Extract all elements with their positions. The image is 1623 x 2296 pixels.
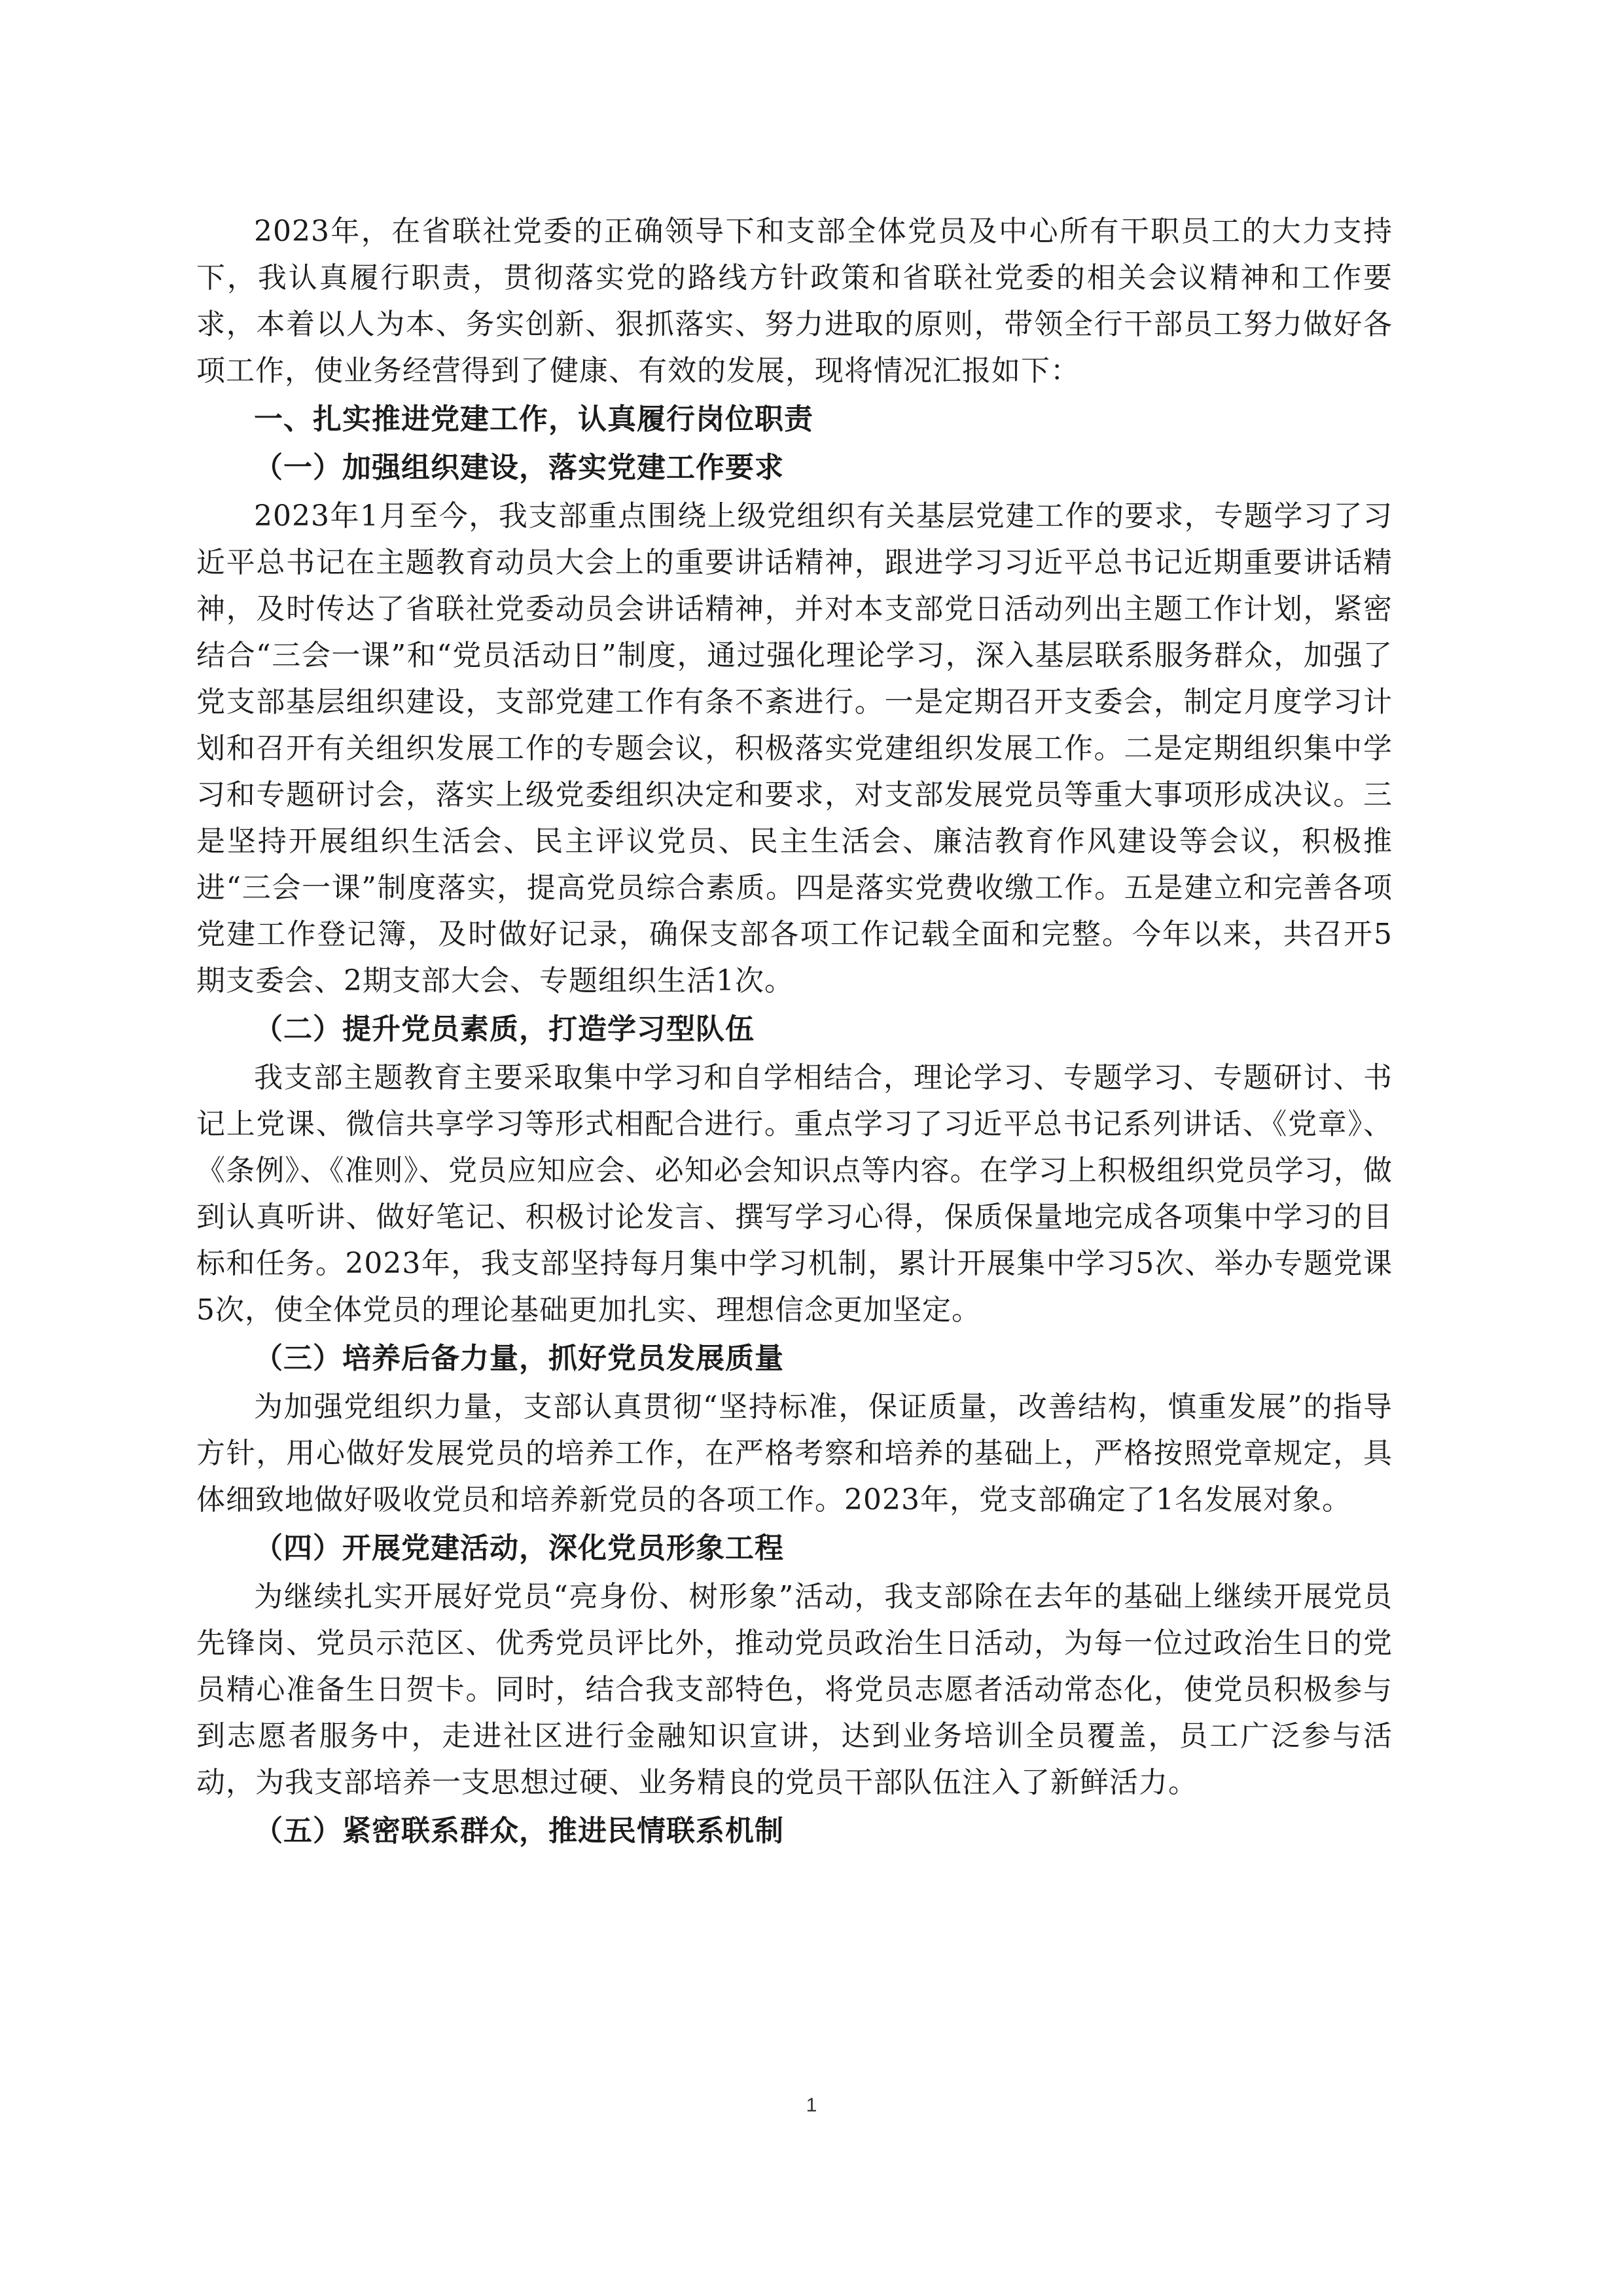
subsection-heading-5: （五）紧密联系群众，推进民情联系机制: [254, 1814, 784, 1848]
subsection-heading-2: （二）提升党员素质，打造学习型队伍: [254, 1013, 755, 1046]
paragraph-development: 为加强党组织力量，支部认真贯彻“坚持标准，保证质量，改善结构，慎重发展”的指导方针，用心做好发展党员的培养工作，在严格考察和培养的基础上，严格按照党章规定，具体细致地做好吸收党员和培养新党员的各项工作。2023年，党支部确定了1名发展对象。: [196, 1390, 1393, 1516]
paragraph-study: 我支部主题教育主要采取集中学习和自学相结合，理论学习、专题学习、专题研讨、书记上党课、微信共享学习等形式相配合进行。重点学习了习近平总书记系列讲话、《党章》、《条例》、《准则》、党员应知应会、必知必会知识点等内容。在学习上积极组织党员学习，做到认真听讲、做好笔记、积极讨论发言、撰写学习心得，保质保量地完成各项集中学习的目标和任务。2023年，我支部坚持每月集中学习机制，累计开展集中学习5次、举办专题党课5次，使全体党员的理论基础更加扎实、理想信念更加坚定。: [196, 1061, 1393, 1327]
paragraph-activities: 为继续扎实开展好党员“亮身份、树形象”活动，我支部除在去年的基础上继续开展党员先锋岗、党员示范区、优秀党员评比外，推动党员政治生日活动，为每一位过政治生日的党员精心准备生日贺卡。同时，结合我支部特色，将党员志愿者活动常态化，使党员积极参与到志愿者服务中，走进社区进行金融知识宣讲，达到业务培训全员覆盖，员工广泛参与活动，为我支部培养一支思想过硬、业务精良的党员干部队伍注入了新鲜活力。: [196, 1580, 1393, 1799]
subsection-heading-3: （三）培养后备力量，抓好党员发展质量: [254, 1342, 784, 1375]
paragraph-organization: 2023年1月至今，我支部重点围绕上级党组织有关基层党建工作的要求，专题学习了习近平总书记在主题教育动员大会上的重要讲话精神，跟进学习习近平总书记近期重要讲话精神，及时传达了省联社党委动员会讲话精神，并对本支部党日活动列出主题工作计划，紧密结合“三会一课”和“党员活动日”制度，通过强化理论学习，深入基层联系服务群众，加强了党支部基层组织建设，支部党建工作有条不紊进行。一是定期召开支委会，制定月度学习计划和召开有关组织发展工作的专题会议，积极落实党建组织发展工作。二是定期组织集中学习和专题研讨会，落实上级党委组织决定和要求，对支部发展党员等重大事项形成决议。三是坚持开展组织生活会、民主评议党员、民主生活会、廉洁教育作风建设等会议，积极推进“三会一课”制度落实，提高党员综合素质。四是落实党费收缴工作。五是建立和完善各项党建工作登记簿，及时做好记录，确保支部各项工作记载全面和完整。今年以来，共召开5期支委会、2期支部大会、专题组织生活1次。: [196, 499, 1393, 997]
subsection-heading-1: （一）加强组织建设，落实党建工作要求: [254, 451, 784, 484]
page-number: 1: [806, 2094, 817, 2116]
subsection-heading-4: （四）开展党建活动，深化党员形象工程: [254, 1532, 784, 1565]
document-body: [196, 208, 1393, 1856]
intro-paragraph: 2023年，在省联社党委的正确领导下和支部全体党员及中心所有干职员工的大力支持下，我认真履行职责，贯彻落实党的路线方针政策和省联社党委的相关会议精神和工作要求，本着以人为本、务实创新、狠抓落实、努力进取的原则，带领全行干部员工努力做好各项工作，使业务经营得到了健康、有效的发展，现将情况汇报如下：: [196, 215, 1393, 387]
section-heading-1: 一、扎实推进党建工作，认真履行岗位职责: [254, 403, 813, 436]
